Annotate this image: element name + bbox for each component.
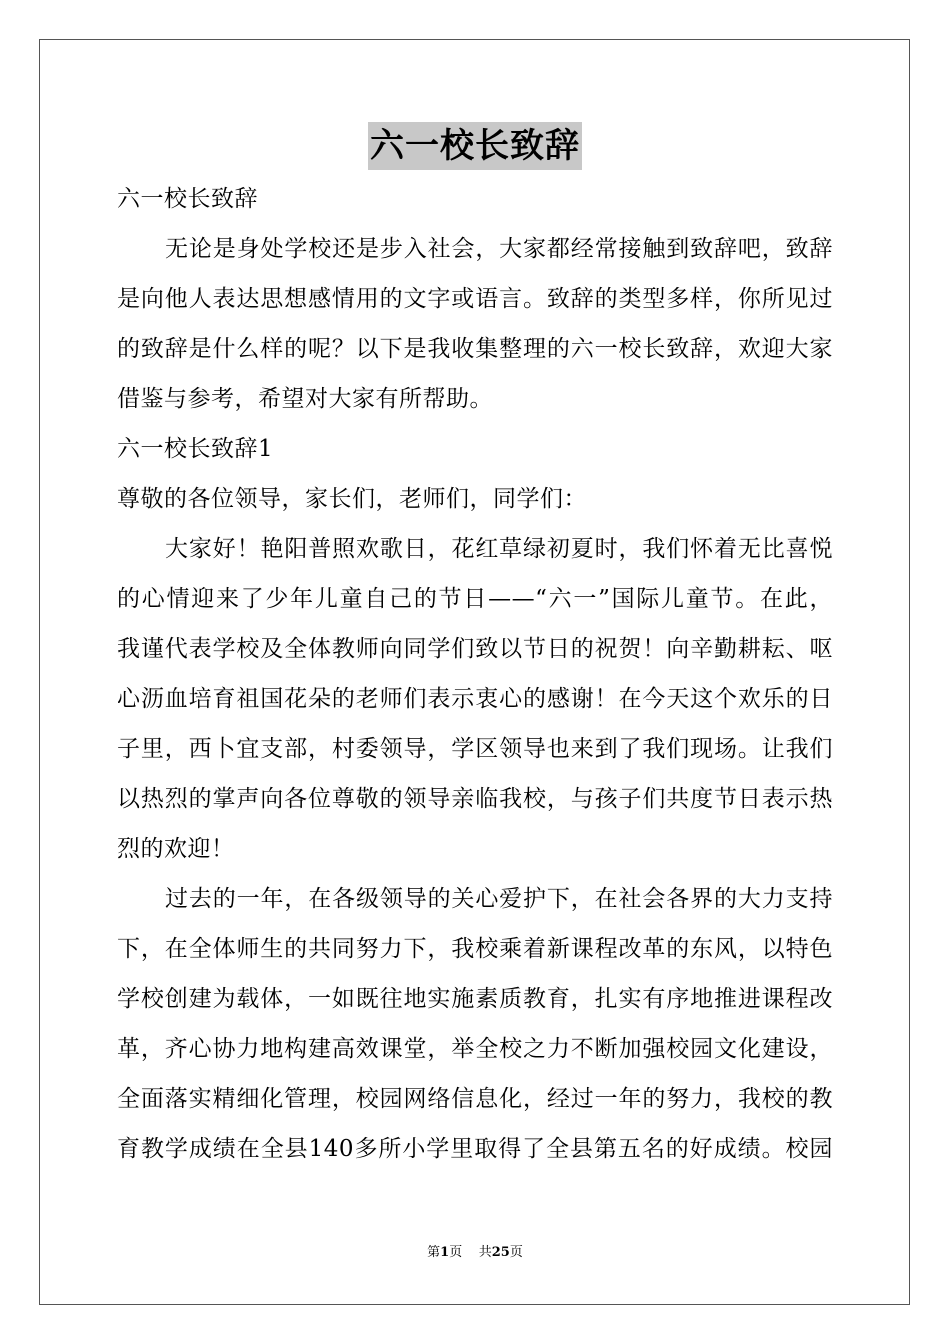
text-line: 是向他人表达思想感情用的文字或语言。致辞的类型多样，你所见过 [117,286,833,312]
text-line: 借鉴与参考，希望对大家有所帮助。 [117,386,493,412]
text-line: 烈的欢迎！ [117,836,235,862]
text-line: 的致辞是什么样的呢？以下是我收集整理的六一校长致辞，欢迎大家 [117,336,833,362]
footer-page-number: 1 [440,1245,450,1260]
text-line: 下，在全体师生的共同努力下，我校乘着新课程改革的东风，以特色 [117,936,833,962]
text-line: 无论是身处学校还是步入社会，大家都经常接触到致辞吧，致辞 [165,236,833,262]
footer-total-pages: 25 [491,1245,510,1260]
text-line: 大家好！艳阳普照欢歌日，花红草绿初夏时，我们怀着无比喜悦 [165,536,833,562]
footer-total-suffix: 页 [509,1245,523,1260]
text-line: 子里，西卜宜支部，村委领导，学区领导也来到了我们现场。让我们 [117,736,833,762]
document-title: 六一校长致辞 [368,122,582,170]
text-line: 革，齐心协力地构建高效课堂，举全校之力不断加强校园文化建设， [117,1036,833,1062]
text-line: 全面落实精细化管理，校园网络信息化，经过一年的努力，我校的教 [117,1086,833,1112]
text-line: 过去的一年，在各级领导的关心爱护下，在社会各界的大力支持 [165,886,833,912]
document-title-wrap [0,122,950,170]
text-line: 心沥血培育祖国花朵的老师们表示衷心的感谢！在今天这个欢乐的日 [117,686,833,712]
section-heading: 六一校长致辞1 [117,436,274,462]
footer-page-suffix: 页 [449,1245,463,1260]
footer-prefix: 第 [427,1245,441,1260]
page-footer [0,1243,950,1263]
text-line: 以热烈的掌声向各位尊敬的领导亲临我校，与孩子们共度节日表示热 [117,786,833,812]
footer-total-prefix: 共 [478,1245,492,1260]
text-line: 的心情迎来了少年儿童自己的节日——“六一”国际儿童节。在此， [117,586,833,612]
salutation-line: 尊敬的各位领导，家长们，老师们，同学们： [117,486,587,512]
subtitle-line: 六一校长致辞 [117,186,258,212]
text-line: 学校创建为载体，一如既往地实施素质教育，扎实有序地推进课程改 [117,986,833,1012]
text-line: 我谨代表学校及全体教师向同学们致以节日的祝贺！向辛勤耕耘、呕 [117,636,833,662]
text-line: 育教学成绩在全县140多所小学里取得了全县第五名的好成绩。校园 [117,1136,833,1162]
